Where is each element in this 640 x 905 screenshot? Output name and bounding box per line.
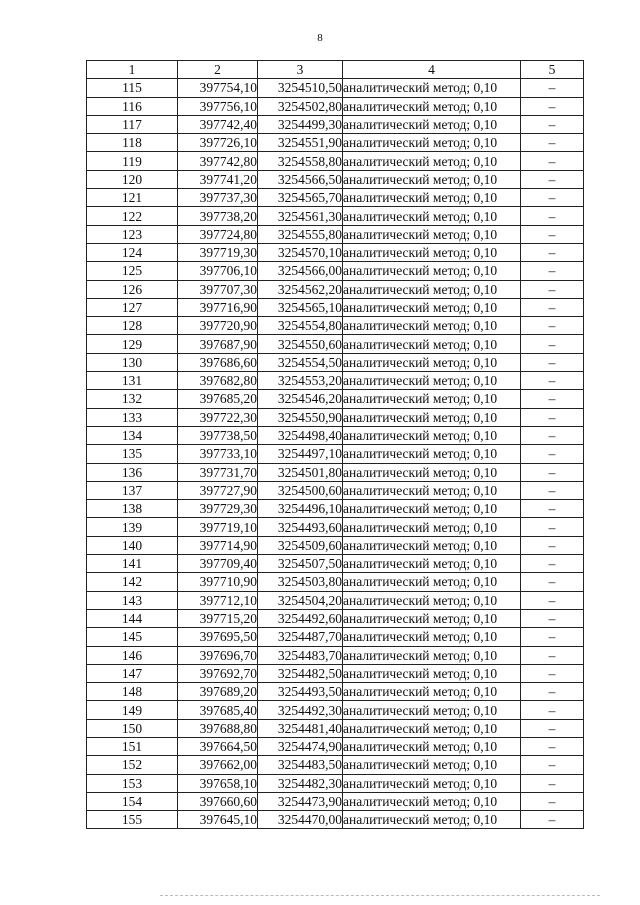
table-row xyxy=(87,463,584,481)
x-coordinate-cell: 397737,30 xyxy=(178,189,258,207)
point-number-cell: 124 xyxy=(87,243,178,261)
table-row xyxy=(87,426,584,444)
table-body xyxy=(87,79,584,829)
x-coordinate-cell: 397662,00 xyxy=(178,756,258,774)
method-accuracy-cell: аналитический метод; 0,10 xyxy=(343,646,521,664)
column-header-2: 2 xyxy=(178,61,258,79)
y-coordinate-cell: 3254493,60 xyxy=(258,518,343,536)
point-number-cell: 127 xyxy=(87,298,178,316)
method-accuracy-cell: аналитический метод; 0,10 xyxy=(343,628,521,646)
x-coordinate-cell: 397706,10 xyxy=(178,262,258,280)
description-cell: – xyxy=(521,646,584,664)
description-cell: – xyxy=(521,189,584,207)
table-row xyxy=(87,756,584,774)
y-coordinate-cell: 3254498,40 xyxy=(258,426,343,444)
x-coordinate-cell: 397695,50 xyxy=(178,628,258,646)
method-accuracy-cell: аналитический метод; 0,10 xyxy=(343,390,521,408)
table-row xyxy=(87,372,584,390)
method-accuracy-cell: аналитический метод; 0,10 xyxy=(343,774,521,792)
table-row xyxy=(87,298,584,316)
table-row xyxy=(87,536,584,554)
table-row xyxy=(87,811,584,829)
y-coordinate-cell: 3254566,00 xyxy=(258,262,343,280)
y-coordinate-cell: 3254482,30 xyxy=(258,774,343,792)
y-coordinate-cell: 3254501,80 xyxy=(258,463,343,481)
method-accuracy-cell: аналитический метод; 0,10 xyxy=(343,298,521,316)
description-cell: – xyxy=(521,555,584,573)
x-coordinate-cell: 397722,30 xyxy=(178,408,258,426)
method-accuracy-cell: аналитический метод; 0,10 xyxy=(343,152,521,170)
y-coordinate-cell: 3254503,80 xyxy=(258,573,343,591)
description-cell: – xyxy=(521,134,584,152)
method-accuracy-cell: аналитический метод; 0,10 xyxy=(343,463,521,481)
description-cell: – xyxy=(521,719,584,737)
y-coordinate-cell: 3254553,20 xyxy=(258,372,343,390)
y-coordinate-cell: 3254492,30 xyxy=(258,701,343,719)
description-cell: – xyxy=(521,792,584,810)
y-coordinate-cell: 3254566,50 xyxy=(258,170,343,188)
x-coordinate-cell: 397687,90 xyxy=(178,335,258,353)
table-row xyxy=(87,664,584,682)
point-number-cell: 129 xyxy=(87,335,178,353)
table-row xyxy=(87,115,584,133)
description-cell: – xyxy=(521,170,584,188)
table-row xyxy=(87,591,584,609)
y-coordinate-cell: 3254481,40 xyxy=(258,719,343,737)
table-row xyxy=(87,390,584,408)
method-accuracy-cell: аналитический метод; 0,10 xyxy=(343,701,521,719)
y-coordinate-cell: 3254493,50 xyxy=(258,683,343,701)
y-coordinate-cell: 3254483,50 xyxy=(258,756,343,774)
method-accuracy-cell: аналитический метод; 0,10 xyxy=(343,170,521,188)
method-accuracy-cell: аналитический метод; 0,10 xyxy=(343,683,521,701)
x-coordinate-cell: 397742,40 xyxy=(178,115,258,133)
x-coordinate-cell: 397660,60 xyxy=(178,792,258,810)
point-number-cell: 126 xyxy=(87,280,178,298)
x-coordinate-cell: 397741,20 xyxy=(178,170,258,188)
method-accuracy-cell: аналитический метод; 0,10 xyxy=(343,134,521,152)
description-cell: – xyxy=(521,500,584,518)
description-cell: – xyxy=(521,152,584,170)
method-accuracy-cell: аналитический метод; 0,10 xyxy=(343,500,521,518)
table-row xyxy=(87,170,584,188)
y-coordinate-cell: 3254487,70 xyxy=(258,628,343,646)
table-row xyxy=(87,134,584,152)
y-coordinate-cell: 3254555,80 xyxy=(258,225,343,243)
method-accuracy-cell: аналитический метод; 0,10 xyxy=(343,756,521,774)
method-accuracy-cell: аналитический метод; 0,10 xyxy=(343,518,521,536)
x-coordinate-cell: 397719,30 xyxy=(178,243,258,261)
point-number-cell: 125 xyxy=(87,262,178,280)
x-coordinate-cell: 397658,10 xyxy=(178,774,258,792)
y-coordinate-cell: 3254509,60 xyxy=(258,536,343,554)
description-cell: – xyxy=(521,591,584,609)
y-coordinate-cell: 3254492,60 xyxy=(258,609,343,627)
table-row xyxy=(87,225,584,243)
y-coordinate-cell: 3254546,20 xyxy=(258,390,343,408)
point-number-cell: 130 xyxy=(87,353,178,371)
description-cell: – xyxy=(521,664,584,682)
table-row xyxy=(87,79,584,97)
point-number-cell: 135 xyxy=(87,445,178,463)
point-number-cell: 141 xyxy=(87,555,178,573)
x-coordinate-cell: 397715,20 xyxy=(178,609,258,627)
point-number-cell: 121 xyxy=(87,189,178,207)
table-row xyxy=(87,737,584,755)
y-coordinate-cell: 3254473,90 xyxy=(258,792,343,810)
table-row xyxy=(87,445,584,463)
table-row xyxy=(87,353,584,371)
y-coordinate-cell: 3254507,50 xyxy=(258,555,343,573)
description-cell: – xyxy=(521,97,584,115)
y-coordinate-cell: 3254565,10 xyxy=(258,298,343,316)
point-number-cell: 139 xyxy=(87,518,178,536)
point-number-cell: 136 xyxy=(87,463,178,481)
x-coordinate-cell: 397742,80 xyxy=(178,152,258,170)
method-accuracy-cell: аналитический метод; 0,10 xyxy=(343,536,521,554)
table-row xyxy=(87,518,584,536)
y-coordinate-cell: 3254570,10 xyxy=(258,243,343,261)
x-coordinate-cell: 397688,80 xyxy=(178,719,258,737)
description-cell: – xyxy=(521,280,584,298)
x-coordinate-cell: 397733,10 xyxy=(178,445,258,463)
table-header-row xyxy=(87,61,584,79)
y-coordinate-cell: 3254474,90 xyxy=(258,737,343,755)
table-row xyxy=(87,262,584,280)
x-coordinate-cell: 397692,70 xyxy=(178,664,258,682)
method-accuracy-cell: аналитический метод; 0,10 xyxy=(343,317,521,335)
x-coordinate-cell: 397727,90 xyxy=(178,481,258,499)
x-coordinate-cell: 397716,90 xyxy=(178,298,258,316)
method-accuracy-cell: аналитический метод; 0,10 xyxy=(343,353,521,371)
point-number-cell: 134 xyxy=(87,426,178,444)
table-row xyxy=(87,408,584,426)
x-coordinate-cell: 397726,10 xyxy=(178,134,258,152)
method-accuracy-cell: аналитический метод; 0,10 xyxy=(343,243,521,261)
x-coordinate-cell: 397710,90 xyxy=(178,573,258,591)
point-number-cell: 147 xyxy=(87,664,178,682)
x-coordinate-cell: 397756,10 xyxy=(178,97,258,115)
coordinates-table xyxy=(86,60,584,829)
x-coordinate-cell: 397720,90 xyxy=(178,317,258,335)
method-accuracy-cell: аналитический метод; 0,10 xyxy=(343,262,521,280)
point-number-cell: 117 xyxy=(87,115,178,133)
x-coordinate-cell: 397685,20 xyxy=(178,390,258,408)
x-coordinate-cell: 397712,10 xyxy=(178,591,258,609)
x-coordinate-cell: 397714,90 xyxy=(178,536,258,554)
description-cell: – xyxy=(521,683,584,701)
x-coordinate-cell: 397689,20 xyxy=(178,683,258,701)
x-coordinate-cell: 397729,30 xyxy=(178,500,258,518)
method-accuracy-cell: аналитический метод; 0,10 xyxy=(343,97,521,115)
description-cell: – xyxy=(521,463,584,481)
y-coordinate-cell: 3254550,60 xyxy=(258,335,343,353)
table-row xyxy=(87,555,584,573)
point-number-cell: 119 xyxy=(87,152,178,170)
point-number-cell: 137 xyxy=(87,481,178,499)
y-coordinate-cell: 3254497,10 xyxy=(258,445,343,463)
y-coordinate-cell: 3254499,30 xyxy=(258,115,343,133)
table-row xyxy=(87,317,584,335)
point-number-cell: 140 xyxy=(87,536,178,554)
description-cell: – xyxy=(521,426,584,444)
description-cell: – xyxy=(521,737,584,755)
description-cell: – xyxy=(521,811,584,829)
method-accuracy-cell: аналитический метод; 0,10 xyxy=(343,792,521,810)
method-accuracy-cell: аналитический метод; 0,10 xyxy=(343,225,521,243)
method-accuracy-cell: аналитический метод; 0,10 xyxy=(343,280,521,298)
table-row xyxy=(87,335,584,353)
description-cell: – xyxy=(521,609,584,627)
description-cell: – xyxy=(521,701,584,719)
y-coordinate-cell: 3254482,50 xyxy=(258,664,343,682)
column-header-5: 5 xyxy=(521,61,584,79)
method-accuracy-cell: аналитический метод; 0,10 xyxy=(343,115,521,133)
table-row xyxy=(87,683,584,701)
column-header-1: 1 xyxy=(87,61,178,79)
method-accuracy-cell: аналитический метод; 0,10 xyxy=(343,573,521,591)
method-accuracy-cell: аналитический метод; 0,10 xyxy=(343,408,521,426)
table-row xyxy=(87,792,584,810)
y-coordinate-cell: 3254496,10 xyxy=(258,500,343,518)
point-number-cell: 123 xyxy=(87,225,178,243)
x-coordinate-cell: 397738,20 xyxy=(178,207,258,225)
description-cell: – xyxy=(521,298,584,316)
point-number-cell: 138 xyxy=(87,500,178,518)
y-coordinate-cell: 3254470,00 xyxy=(258,811,343,829)
description-cell: – xyxy=(521,756,584,774)
point-number-cell: 150 xyxy=(87,719,178,737)
method-accuracy-cell: аналитический метод; 0,10 xyxy=(343,811,521,829)
point-number-cell: 151 xyxy=(87,737,178,755)
method-accuracy-cell: аналитический метод; 0,10 xyxy=(343,372,521,390)
description-cell: – xyxy=(521,774,584,792)
description-cell: – xyxy=(521,262,584,280)
description-cell: – xyxy=(521,207,584,225)
method-accuracy-cell: аналитический метод; 0,10 xyxy=(343,737,521,755)
method-accuracy-cell: аналитический метод; 0,10 xyxy=(343,609,521,627)
point-number-cell: 143 xyxy=(87,591,178,609)
table-row xyxy=(87,701,584,719)
method-accuracy-cell: аналитический метод; 0,10 xyxy=(343,664,521,682)
method-accuracy-cell: аналитический метод; 0,10 xyxy=(343,591,521,609)
y-coordinate-cell: 3254504,20 xyxy=(258,591,343,609)
x-coordinate-cell: 397738,50 xyxy=(178,426,258,444)
description-cell: – xyxy=(521,628,584,646)
description-cell: – xyxy=(521,408,584,426)
description-cell: – xyxy=(521,372,584,390)
description-cell: – xyxy=(521,536,584,554)
x-coordinate-cell: 397754,10 xyxy=(178,79,258,97)
point-number-cell: 145 xyxy=(87,628,178,646)
point-number-cell: 152 xyxy=(87,756,178,774)
x-coordinate-cell: 397685,40 xyxy=(178,701,258,719)
y-coordinate-cell: 3254554,50 xyxy=(258,353,343,371)
x-coordinate-cell: 397709,40 xyxy=(178,555,258,573)
y-coordinate-cell: 3254558,80 xyxy=(258,152,343,170)
method-accuracy-cell: аналитический метод; 0,10 xyxy=(343,719,521,737)
description-cell: – xyxy=(521,115,584,133)
point-number-cell: 128 xyxy=(87,317,178,335)
table-row xyxy=(87,280,584,298)
footer-scan-marks xyxy=(160,895,600,898)
method-accuracy-cell: аналитический метод; 0,10 xyxy=(343,189,521,207)
table-row xyxy=(87,609,584,627)
x-coordinate-cell: 397645,10 xyxy=(178,811,258,829)
y-coordinate-cell: 3254483,70 xyxy=(258,646,343,664)
point-number-cell: 118 xyxy=(87,134,178,152)
description-cell: – xyxy=(521,390,584,408)
point-number-cell: 132 xyxy=(87,390,178,408)
x-coordinate-cell: 397686,60 xyxy=(178,353,258,371)
table-row xyxy=(87,719,584,737)
table-row xyxy=(87,189,584,207)
table-row xyxy=(87,646,584,664)
table-row xyxy=(87,774,584,792)
point-number-cell: 115 xyxy=(87,79,178,97)
point-number-cell: 154 xyxy=(87,792,178,810)
method-accuracy-cell: аналитический метод; 0,10 xyxy=(343,426,521,444)
point-number-cell: 146 xyxy=(87,646,178,664)
y-coordinate-cell: 3254554,80 xyxy=(258,317,343,335)
description-cell: – xyxy=(521,573,584,591)
description-cell: – xyxy=(521,79,584,97)
y-coordinate-cell: 3254551,90 xyxy=(258,134,343,152)
method-accuracy-cell: аналитический метод; 0,10 xyxy=(343,555,521,573)
x-coordinate-cell: 397696,70 xyxy=(178,646,258,664)
point-number-cell: 133 xyxy=(87,408,178,426)
point-number-cell: 148 xyxy=(87,683,178,701)
point-number-cell: 131 xyxy=(87,372,178,390)
method-accuracy-cell: аналитический метод; 0,10 xyxy=(343,335,521,353)
x-coordinate-cell: 397707,30 xyxy=(178,280,258,298)
y-coordinate-cell: 3254502,80 xyxy=(258,97,343,115)
point-number-cell: 122 xyxy=(87,207,178,225)
x-coordinate-cell: 397724,80 xyxy=(178,225,258,243)
method-accuracy-cell: аналитический метод; 0,10 xyxy=(343,79,521,97)
point-number-cell: 116 xyxy=(87,97,178,115)
column-header-4: 4 xyxy=(343,61,521,79)
description-cell: – xyxy=(521,353,584,371)
table-row xyxy=(87,207,584,225)
page-number: 8 xyxy=(317,32,323,44)
y-coordinate-cell: 3254561,30 xyxy=(258,207,343,225)
x-coordinate-cell: 397682,80 xyxy=(178,372,258,390)
x-coordinate-cell: 397731,70 xyxy=(178,463,258,481)
description-cell: – xyxy=(521,335,584,353)
table-row xyxy=(87,481,584,499)
point-number-cell: 142 xyxy=(87,573,178,591)
description-cell: – xyxy=(521,445,584,463)
x-coordinate-cell: 397719,10 xyxy=(178,518,258,536)
description-cell: – xyxy=(521,243,584,261)
table-row xyxy=(87,97,584,115)
table-row xyxy=(87,500,584,518)
description-cell: – xyxy=(521,481,584,499)
column-header-3: 3 xyxy=(258,61,343,79)
description-cell: – xyxy=(521,225,584,243)
method-accuracy-cell: аналитический метод; 0,10 xyxy=(343,207,521,225)
y-coordinate-cell: 3254562,20 xyxy=(258,280,343,298)
table-row xyxy=(87,573,584,591)
table-row xyxy=(87,152,584,170)
y-coordinate-cell: 3254565,70 xyxy=(258,189,343,207)
table-row xyxy=(87,628,584,646)
point-number-cell: 155 xyxy=(87,811,178,829)
x-coordinate-cell: 397664,50 xyxy=(178,737,258,755)
description-cell: – xyxy=(521,518,584,536)
method-accuracy-cell: аналитический метод; 0,10 xyxy=(343,445,521,463)
point-number-cell: 153 xyxy=(87,774,178,792)
point-number-cell: 149 xyxy=(87,701,178,719)
y-coordinate-cell: 3254500,60 xyxy=(258,481,343,499)
table-row xyxy=(87,243,584,261)
y-coordinate-cell: 3254550,90 xyxy=(258,408,343,426)
point-number-cell: 144 xyxy=(87,609,178,627)
point-number-cell: 120 xyxy=(87,170,178,188)
y-coordinate-cell: 3254510,50 xyxy=(258,79,343,97)
description-cell: – xyxy=(521,317,584,335)
method-accuracy-cell: аналитический метод; 0,10 xyxy=(343,481,521,499)
